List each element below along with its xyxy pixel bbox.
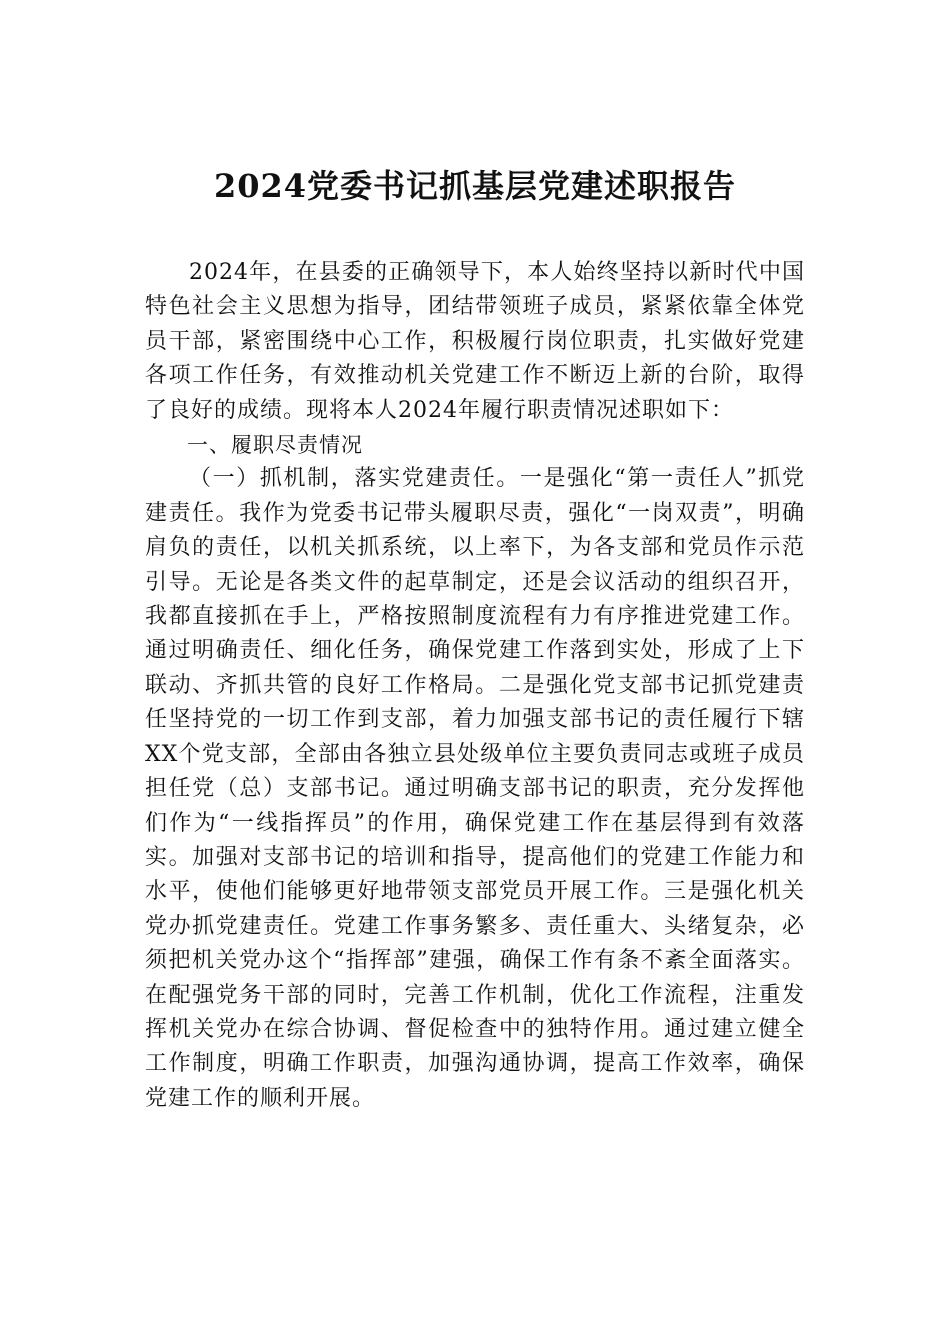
intro-paragraph: 2024年，在县委的正确领导下，本人始终坚持以新时代中国特色社会主义思想为指导，团结带领班子成员，紧紧依靠全体党员干部，紧密围绕中心工作，积极履行岗位职责，扎实做好党建各项工作任务，有效推动机关党建工作不断迈上新的台阶，取得了良好的成绩。现将本人2024年履行职责情况述职如下： — [145, 260, 805, 423]
document-body — [145, 256, 805, 1116]
section-heading: 一、履职尽责情况 — [187, 433, 363, 458]
section-paragraph: （一）抓机制，落实党建责任。一是强化“第一责任人”抓党建责任。我作为党委书记带头履职尽责，强化“一岗双责”，明确肩负的责任，以机关抓系统，以上率下，为各支部和党员作示范引导。无论是各类文件的起草制定，还是会议活动的组织召开，我都直接抓在手上，严格按照制度流程有力有序推进党建工作。通过明确责任、细化任务，确保党建工作落到实处，形成了上下联动、齐抓共管的良好工作格局。二是强化党支部书记抓党建责任坚持党的一切工作到支部，着力加强支部书记的责任履行下辖XX个党支部，全部由各独立县处级单位主要负责同志或班子成员担任党（总）支部书记。通过明确支部书记的职责，充分发挥他们作为“一线指挥员”的作用，确保党建工作在基层得到有效落实。加强对支部书记的培训和指导，提高他们的党建工作能力和水平，使他们能够更好地带领支部党员开展工作。三是强化机关党办抓党建责任。党建工作事务繁多、责任重大、头绪复杂，必须把机关党办这个“指挥部”建强，确保工作有条不紊全面落实。在配强党务干部的同时，完善工作机制，优化工作流程，注重发挥机关党办在综合协调、督促检查中的独特作用。通过建立健全工作制度，明确工作职责，加强沟通协调，提高工作效率，确保党建工作的顺利开展。 — [145, 466, 805, 1111]
document-title: 2024党委书记抓基层党建述职报告 — [213, 167, 737, 205]
